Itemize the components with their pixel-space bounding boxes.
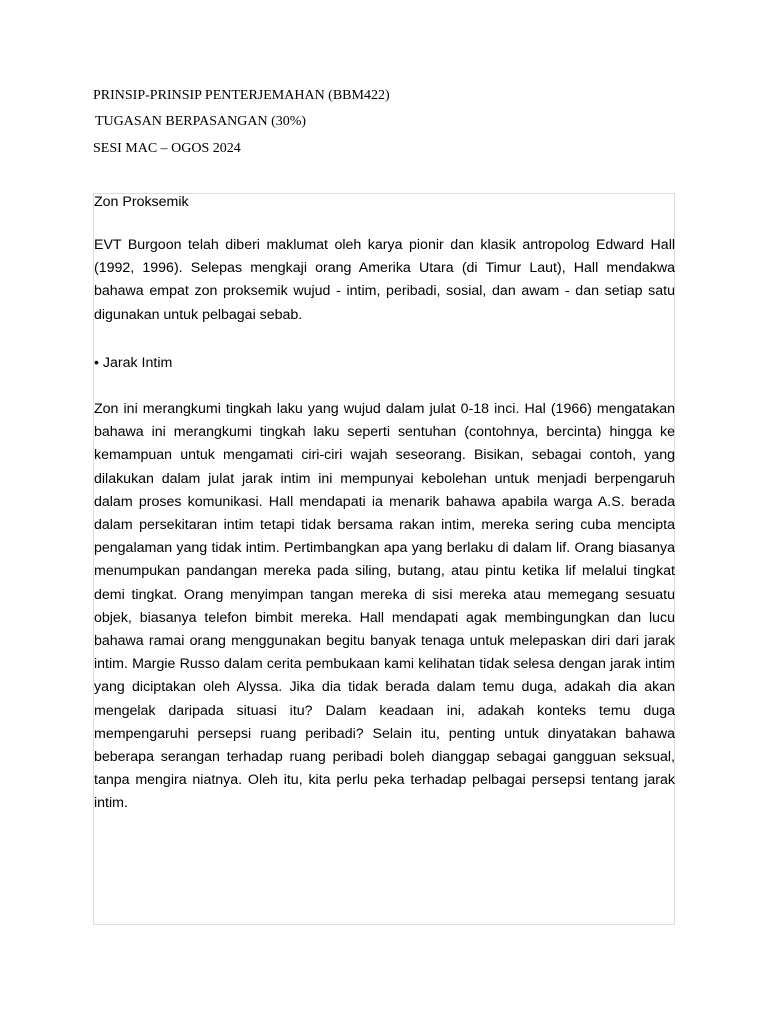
paragraph-intimate-distance: Zon ini merangkumi tingkah laku yang wujud dalam julat 0-18 inci. Hal (1966) mengatakan bahawa ini merangkumi tingkah laku seperti sentuhan (contohnya, bercinta) hingga ke kemampuan untuk mengamati ciri-ciri wajah seseorang. Bisikan, sebagai contoh, yang dilakukan dalam julat jarak intim ini mempunyai kebolehan untuk menjadi berpengaruh dalam proses komunikasi. Hall mendapati ia menarik bahawa apabila warga A.S. berada dalam persekitaran intim tetapi tidak bersama rakan intim, mereka sering cuba mencipta pengalaman yang tidak intim. Pertimbangkan apa yang berlaku di dalam lif. Orang biasanya menumpukan pandangan mereka pada siling, butang, atau pintu ketika lif melalui tingkat demi tingkat. Orang menyimpan tangan mereka di sisi mereka atau memegang sesuatu objek, biasanya telefon bimbit mereka. Hall mendapati agak membingungkan dan lucu bahawa ramai orang menggunakan begitu banyak tenaga untuk melepaskan diri dari jarak intim. Margie Russo dalam cerita pembukaan kami kelihatan tidak selesa dengan jarak intim yang diciptakan oleh Alyssa. Jika dia tidak berada dalam temu duga, adakah dia akan mengelak daripada situasi itu? Dalam keadaan ini, adakah konteks temu duga mempengaruhi persepsi ruang peribadi? Selain itu, penting untuk dinyatakan bahawa beberapa serangan terhadap ruang peribadi boleh dianggap sebagai gangguan seksual, tanpa mengira niatnya. Oleh itu, kita perlu peka terhadap pelbagai persepsi tentang jarak intim. [94,401,675,812]
bullet-heading-intimate-distance: • Jarak Intim [94,355,173,371]
section-title: Zon Proksemik [94,194,189,210]
assignment-title: TUGASAN BERPASANGAN (30%) [95,114,307,129]
content-box [93,193,675,925]
course-title: PRINSIP-PRINSIP PENTERJEMAHAN (BBM422) [93,88,390,103]
paragraph-intro: EVT Burgoon telah diberi maklumat oleh karya pionir dan klasik antropolog Edward Hall (1992, 1996). Selepas mengkaji orang Amerika Utara (di Timur Laut), Hall mendakwa bahawa empat zon proksemik wujud - intim, peribadi, sosial, dan awam - dan setiap satu digunakan untuk pelbagai sebab. [94,237,675,323]
session-line: SESI MAC – OGOS 2024 [93,141,241,156]
